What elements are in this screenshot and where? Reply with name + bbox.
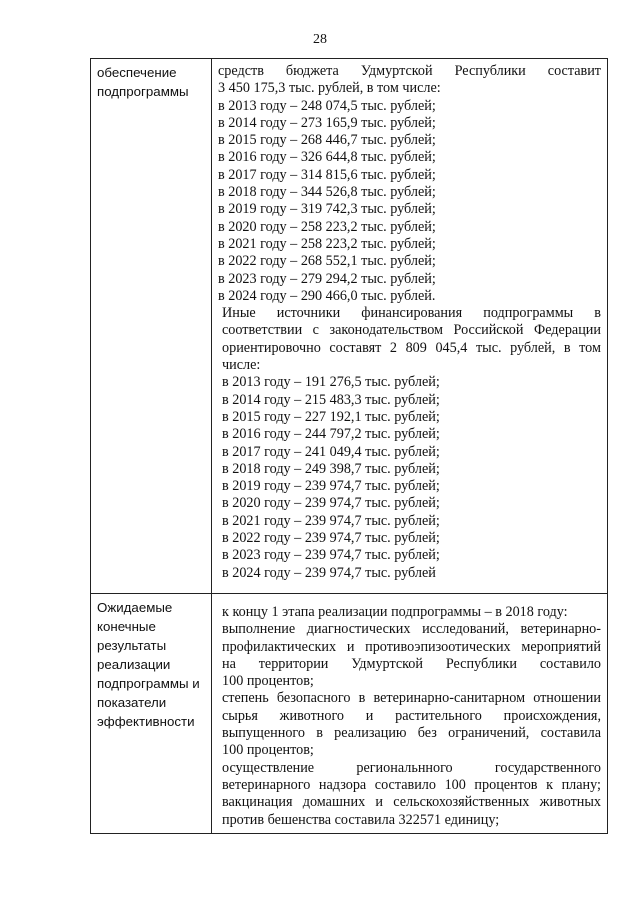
budget-year-line: в 2019 году – 319 742,3 тыс. рублей; — [218, 201, 436, 218]
other-intro-line: числе: — [222, 357, 261, 374]
result-line: профилактических и противоэпизоотических мероприятий — [222, 638, 601, 655]
other-year-line: в 2015 году – 227 192,1 тыс. рублей; — [222, 408, 440, 425]
label-line: реализации — [97, 657, 171, 672]
budget-intro-line: 3 450 175,3 тыс. рублей, в том числе: — [218, 80, 441, 97]
other-year-line: в 2024 году – 239 974,7 тыс. рублей — [222, 564, 436, 581]
page-number: 28 — [313, 32, 327, 47]
row-label-results — [91, 594, 212, 834]
other-year-line: в 2018 году – 249 398,7 тыс. рублей; — [222, 460, 440, 477]
table-row-results — [91, 594, 608, 834]
label-line: подпрограммы — [97, 84, 189, 99]
budget-year-line: в 2018 году – 344 526,8 тыс. рублей; — [218, 184, 436, 201]
other-intro-line: Иные источники финансирования подпрограммы в — [222, 305, 601, 322]
other-intro-line: соответствии с законодательством Российской Федерации — [222, 322, 601, 339]
result-line: 100 процентов; — [222, 742, 314, 759]
label-line: показатели — [97, 695, 167, 710]
label-line: результаты — [97, 638, 167, 653]
budget-year-line: в 2024 году – 290 466,0 тыс. рублей. — [218, 287, 436, 304]
table-row-funding — [91, 59, 608, 594]
row-content-results — [212, 594, 608, 834]
result-line: ветеринарного надзора составило 100 процентов к плану; — [222, 776, 601, 793]
budget-year-line: в 2017 году – 314 815,6 тыс. рублей; — [218, 166, 436, 183]
budget-year-line: в 2022 году – 268 552,1 тыс. рублей; — [218, 253, 436, 270]
result-line: осуществление региональнного государственного — [222, 759, 601, 776]
other-year-line: в 2022 году – 239 974,7 тыс. рублей; — [222, 530, 440, 547]
other-year-line: в 2017 году – 241 049,4 тыс. рублей; — [222, 443, 440, 460]
result-line: выпущенного в реализацию без ограничений, составила — [222, 725, 601, 742]
result-line: степень безопасного в ветеринарно-санитарном отношении — [222, 690, 601, 707]
passport-table — [90, 58, 608, 834]
budget-year-line: в 2016 году – 326 644,8 тыс. рублей; — [218, 149, 436, 166]
budget-intro-line: средств бюджета Удмуртской Республики составит — [218, 63, 601, 79]
result-line: выполнение диагностических исследований, ветеринарно- — [222, 621, 601, 638]
row-content-funding — [212, 59, 608, 594]
result-line: на территории Удмуртской Республики составило — [222, 655, 601, 672]
row-label-funding — [91, 59, 212, 594]
budget-year-line: в 2014 году – 273 165,9 тыс. рублей; — [218, 114, 436, 131]
budget-year-line: в 2021 году – 258 223,2 тыс. рублей; — [218, 235, 436, 252]
budget-year-line: в 2023 году – 279 294,2 тыс. рублей; — [218, 270, 436, 287]
label-line: подпрограммы и — [97, 676, 200, 691]
other-year-line: в 2023 году – 239 974,7 тыс. рублей; — [222, 547, 440, 564]
other-year-line: в 2020 году – 239 974,7 тыс. рублей; — [222, 495, 440, 512]
result-line: вакцинация домашних и сельскохозяйственных животных — [222, 794, 601, 811]
other-year-line: в 2016 году – 244 797,2 тыс. рублей; — [222, 426, 440, 443]
other-year-line: в 2021 году – 239 974,7 тыс. рублей; — [222, 512, 440, 529]
result-line: 100 процентов; — [222, 673, 314, 690]
budget-year-line: в 2015 году – 268 446,7 тыс. рублей; — [218, 132, 436, 149]
other-year-line: в 2019 году – 239 974,7 тыс. рублей; — [222, 478, 440, 495]
other-year-line: в 2013 году – 191 276,5 тыс. рублей; — [222, 374, 440, 391]
label-line: конечные — [97, 619, 156, 634]
label-line: Ожидаемые — [97, 600, 173, 615]
result-line: против бешенства составила 322571 единицу; — [222, 811, 500, 828]
other-intro-line: ориентировочно составят 2 809 045,4 тыс. рублей, в том — [222, 339, 601, 356]
budget-year-line: в 2020 году – 258 223,2 тыс. рублей; — [218, 218, 436, 235]
label-line: обеспечение — [97, 65, 177, 80]
result-line: к концу 1 этапа реализации подпрограммы – в 2018 году: — [222, 604, 568, 620]
label-line: эффективности — [97, 714, 195, 729]
other-year-line: в 2014 году – 215 483,3 тыс. рублей; — [222, 391, 440, 408]
budget-year-line: в 2013 году – 248 074,5 тыс. рублей; — [218, 97, 436, 114]
result-line: сырья животного и растительного происхождения, — [222, 707, 601, 724]
